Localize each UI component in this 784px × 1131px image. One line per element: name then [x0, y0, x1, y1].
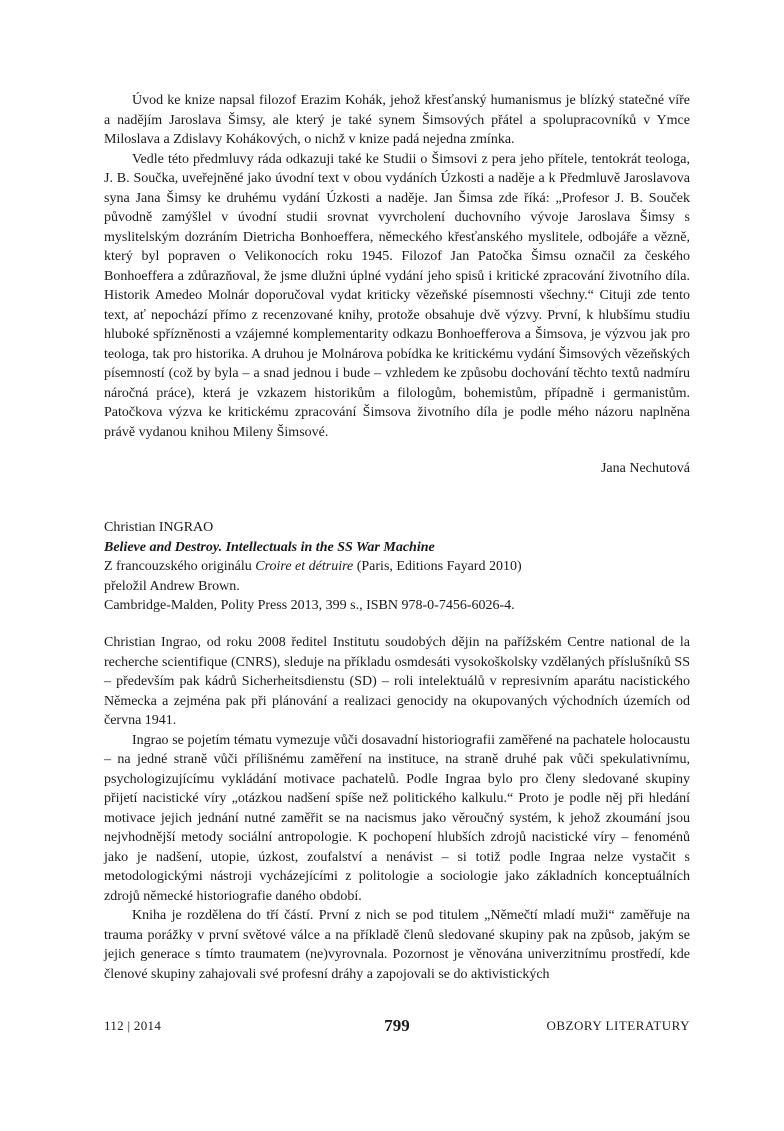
paragraph: Kniha je rozdělena do tří částí. První z nich se pod titulem „Němečtí mladí muži“ zaměřuje na trauma porážky v první světové válce a na příkladě členů sledované skupiny pak na způsob, jakým se jejich generace s tímto traumatem (ne)vyrovnala. Pozornost je věnována univerzitnímu prostředí, kde členové skupiny zahajovali své profesní dráhy a zapojovali se do aktivistických — [104, 908, 690, 982]
issue-number: 112 | 2014 — [104, 1018, 162, 1033]
paragraph: Vedle této předmluvy ráda odkazuji také ke Studii o Šimsovi z pera jeho přítele, tentokrát teologa, J. B. Součka, uveřejněné jako úvodní text v obou vydáních Úzkosti a naděje a k Předmluvě Jaroslavova syna Jana Šimsy ke druhému vydání Úzkosti a naděje. Jan Šimsa zde říká: „Profesor J. B. Souček původně zamýšlel v úvodní studii srovnat vyvrcholení duchovního vývoje Jaroslava Šimsy s myslitelským dozráním Dietricha Bonhoeffera, německého křesťanského myslitele, odbojáře a vězně, který byl popraven o Velikonocích roku 1945. Filozof Jan Patočka Šimsu označil za českého Bonhoeffera a zdůrazňoval, že jsme dlužni úplné vydání jeho spisů i kritické zpracování životního díla. Historik Amedeo Molnár doporučoval vydat kriticky vězeňské písemnosti všechny.“ Cituji zde tento text, ať nepochází přímo z recenzované knihy, protože obsahuje dvě výzvy. První, k hlubšímu studiu hluboké spřízněnosti a vzájemné komplementarity odkazu Bonhoefferova a Šimsova, je výzvou jak pro teologa, tak pro historika. A druhou je Molnárova pobídka ke kritickému vydání Šimsových vězeňských písemností (což by byla – a snad jednou i bude – vzhledem ke způsobu dochování těchto textů nadmíru náročná práce), která je vzkazem historikům a filologům, bohemistům, případně i germanistům. Patočkova výzva ke kritickému zpracování Šimsova životního díla je podle mého názoru naplněna právě vydanou knihou Mileny Šimsové. — [104, 151, 690, 440]
reviewer-signature: Jana Nechutová — [600, 461, 690, 476]
translation-suffix: (Paris, Editions Fayard 2010) — [353, 559, 522, 574]
book-title: Believe and Destroy. Intellectuals in the SS War Machine — [104, 539, 435, 555]
translation-prefix: Z francouzského originálu — [104, 559, 256, 574]
paragraph: Christian Ingrao, od roku 2008 ředitel Institutu soudobých dějin na pařížském Centre national de la recherche scientifique (CNRS), sleduje na příkladu osmdesáti vysokoškolsky vzdělaných příslušníků SS – především pak kádrů Sicherheitsdienstu (SD) – roli intelektuálů v represivním aparátu nacistického Německa a zejména pak při plánování a realizaci genocidy na okupovaných východních územích od června 1941. — [104, 635, 690, 728]
review-header — [104, 518, 690, 616]
review-body — [104, 633, 690, 984]
publication-info: Cambridge-Malden, Polity Press 2013, 399 s., ISBN 978-0-7456-6026-4. — [104, 598, 515, 613]
paragraph: Úvod ke knize napsal filozof Erazim Kohák, jehož křesťanský humanismus je blízký statečné víře a nadějím Jaroslava Šimsy, ale který je také synem Šimsových přátel a spolupracovníků v Ymce Miloslava a Zdislavy Kohákových, o nichž v knize padá nejedna zmínka. — [104, 93, 690, 147]
translator: přeložil Andrew Brown. — [104, 578, 240, 594]
translation-note — [104, 557, 690, 577]
journal-name: OBZORY LITERATURY — [546, 1018, 690, 1033]
page-number: 799 — [384, 1016, 410, 1035]
previous-review-body — [104, 91, 690, 442]
page-footer — [104, 1016, 690, 1040]
paragraph: Ingrao se pojetím tématu vymezuje vůči dosavadní historiografii zaměřené na pachatele holocaustu – na jedné straně vůči přílišnému zaměření na instituce, na straně druhé pak vůči spekulativnímu, psychologizujícímu vykládání motivace pachatelů. Podle Ingraa bylo pro členy sledované skupiny přijetí nacistické víry „otázkou nadšení spíše než politického kalkulu.“ Proto je podle něj při hledání motivace jejich jednání nutné zaměřit se na nacismus jako věroučný systém, k jehož zkoumání jsou nejvhodnější metody sociální antropologie. K pochopení hlubších zdrojů nacistické víry – fenoménů jako je nadšení, utopie, úzkost, zoufalství a nenávist – si totiž podle Ingraa nelze vystačit s metodologickými nástroji vycházejícími z politologie a sociologie jako základních konceptuálních zdrojů německé historiografie daného období. — [104, 732, 690, 904]
book-author: Christian INGRAO — [104, 520, 214, 535]
original-title: Croire et détruire — [255, 559, 354, 574]
